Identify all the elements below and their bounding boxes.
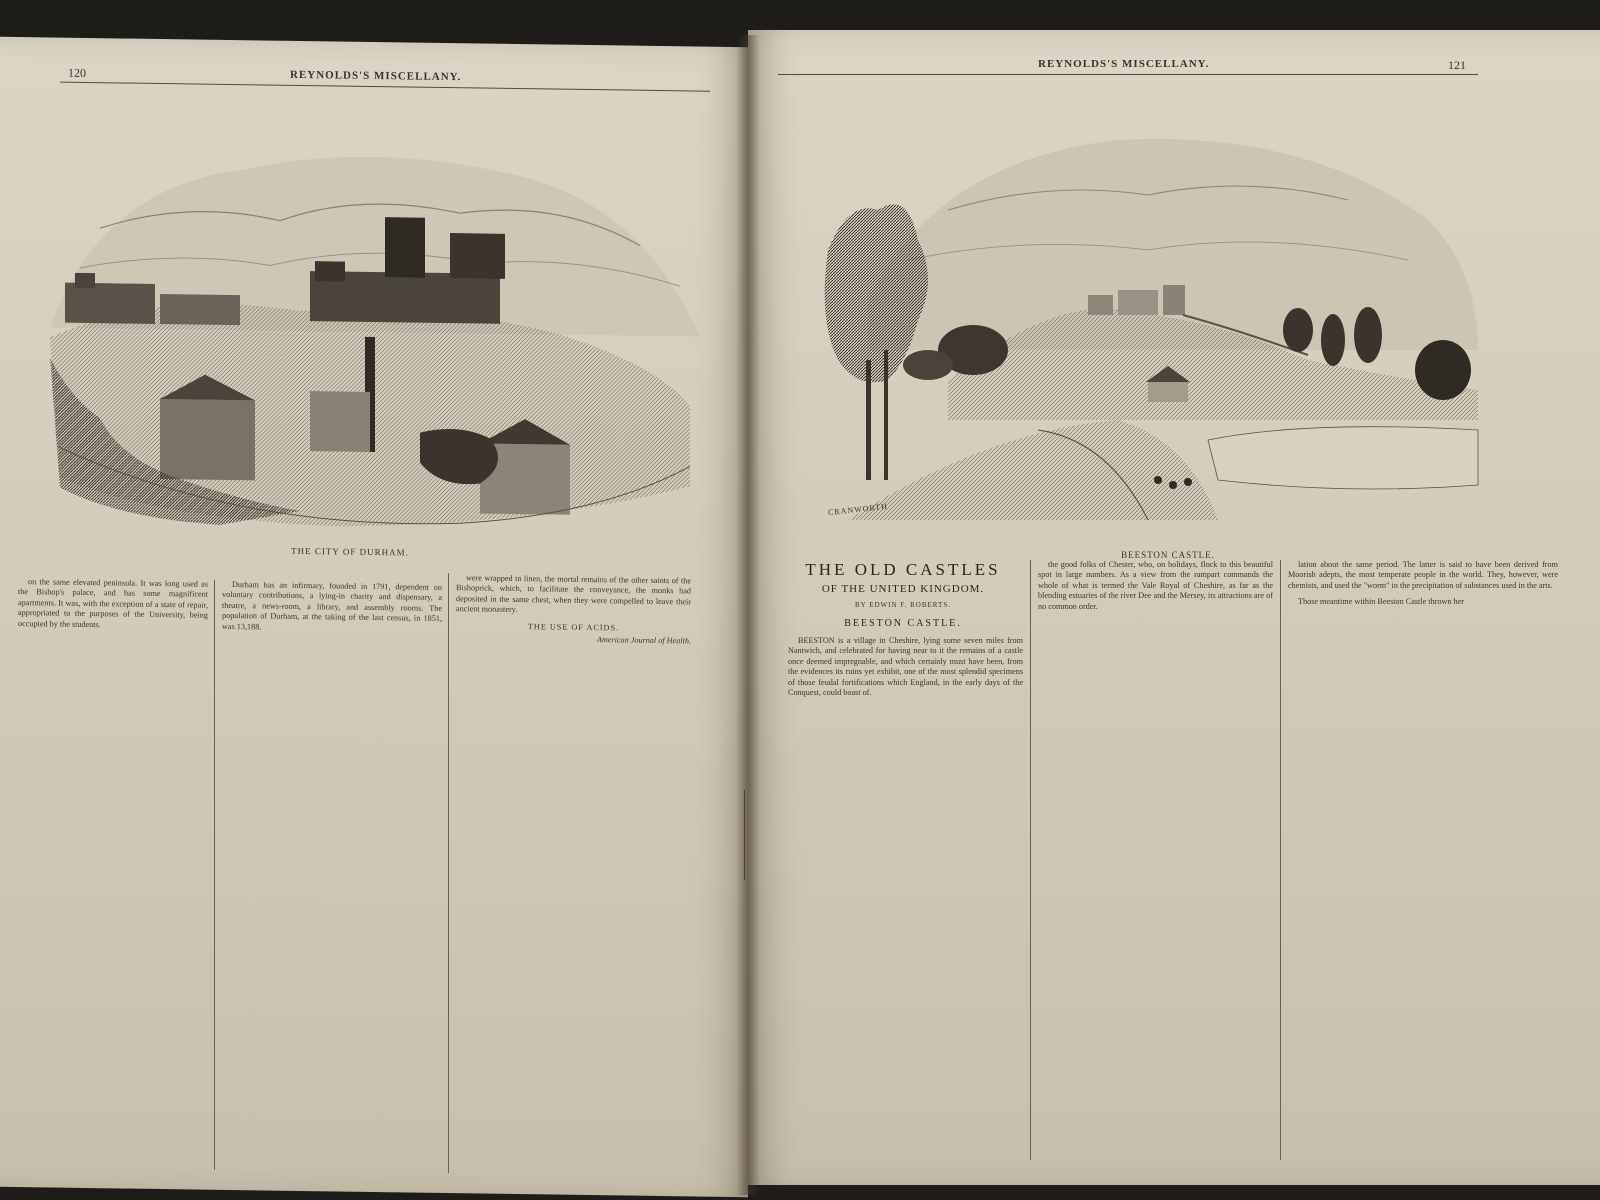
durham-engraving xyxy=(40,97,710,536)
left-column-1 xyxy=(18,577,208,1180)
left-column-rule-2 xyxy=(448,573,449,1173)
right-col3-paragraph: lation about the same period. The latter is said to have been derived from Moorish adepts, the most temperate people in the world. They, however, were chemists, and used the "worm" in the precipitation of substances used in the arts. xyxy=(1288,560,1558,590)
engraver-signature: CRANWORTH xyxy=(827,501,889,518)
right-col2-paragraph: the good folks of Chester, who, on holidays, flock to this beautiful spot in large numbers. As a view from the rampart commands the whole of what is termed the Vale Royal of Cheshire, as far as the blending estuaries of the river Dee and the Mersey, its attractions are of no common order. xyxy=(1038,560,1273,611)
closing-line: Those meantime within Beeston Castle thrown her xyxy=(1298,597,1464,607)
acids-note-heading: THE USE OF ACIDS. xyxy=(527,621,620,633)
left-column-3 xyxy=(456,573,691,1176)
right-running-head: REYNOLDS'S MISCELLANY. xyxy=(1038,58,1210,70)
right-column-3 xyxy=(1288,560,1558,1160)
left-column-rule-1 xyxy=(214,580,215,1170)
left-col2-paragraph: Durham has an infirmary, founded in 1791, dependent on voluntary contributions, a lying-in charity and dispensary, a theatre, a news-room, a library, and assembly rooms. The population of Durham, at the taking of the last census, in 1851, was 13,188. xyxy=(222,580,442,632)
left-col1-paragraph: on the same elevated peninsula. It was long used as the Bishop's palace, and has some magnificent apartments. It was, with the exception of a state of repair, appropriated to the purposes of the University, being occupied by the students. xyxy=(18,577,208,629)
left-head-rule xyxy=(60,82,710,92)
binding-stitch xyxy=(744,790,753,880)
beeston-engraving xyxy=(788,100,1488,530)
acids-note-source: American Journal of Health. xyxy=(596,635,691,646)
left-col3-paragraph: were wrapped in linen, the mortal remains of the other saints of the Bishoprick, which, to facilitate the conveyance, the monks had deposited in the same chest, when they were compelled to leave their ancient monastery. xyxy=(456,573,691,615)
right-head-rule xyxy=(778,74,1478,75)
article-byline: BY EDWIN F. ROBERTS. xyxy=(855,601,951,609)
left-column-2 xyxy=(222,580,442,1183)
left-running-head: REYNOLDS'S MISCELLANY. xyxy=(290,68,462,84)
section-heading: BEESTON CASTLE. xyxy=(844,618,962,629)
right-column-rule-1 xyxy=(1030,560,1031,1160)
right-page-number: 121 xyxy=(1448,58,1466,72)
article-title: THE OLD CASTLES xyxy=(805,560,1001,579)
left-caption: THE CITY OF DURHAM. xyxy=(291,545,409,558)
right-col1-paragraph: BEESTON is a village in Cheshire, lying some seven miles from Nantwich, and celebrated for having near to it the remains of a castle once deemed impregnable, and which certainly must have been, from the evidences its ruins yet exhibit, one of the most splendid specimens of those feudal fortifications which England, in the early days of the Conquest, could boast of. xyxy=(788,636,1023,698)
right-column-rule-2 xyxy=(1280,560,1281,1160)
article-subtitle: OF THE UNITED KINGDOM. xyxy=(821,583,985,595)
book-gutter xyxy=(736,35,760,1195)
right-column-2 xyxy=(1038,560,1273,1160)
right-page xyxy=(748,30,1600,1185)
left-page-number: 120 xyxy=(68,65,86,80)
right-caption: BEESTON CASTLE. xyxy=(1121,550,1215,560)
right-column-1 xyxy=(788,636,1023,1156)
left-page xyxy=(0,37,748,1197)
